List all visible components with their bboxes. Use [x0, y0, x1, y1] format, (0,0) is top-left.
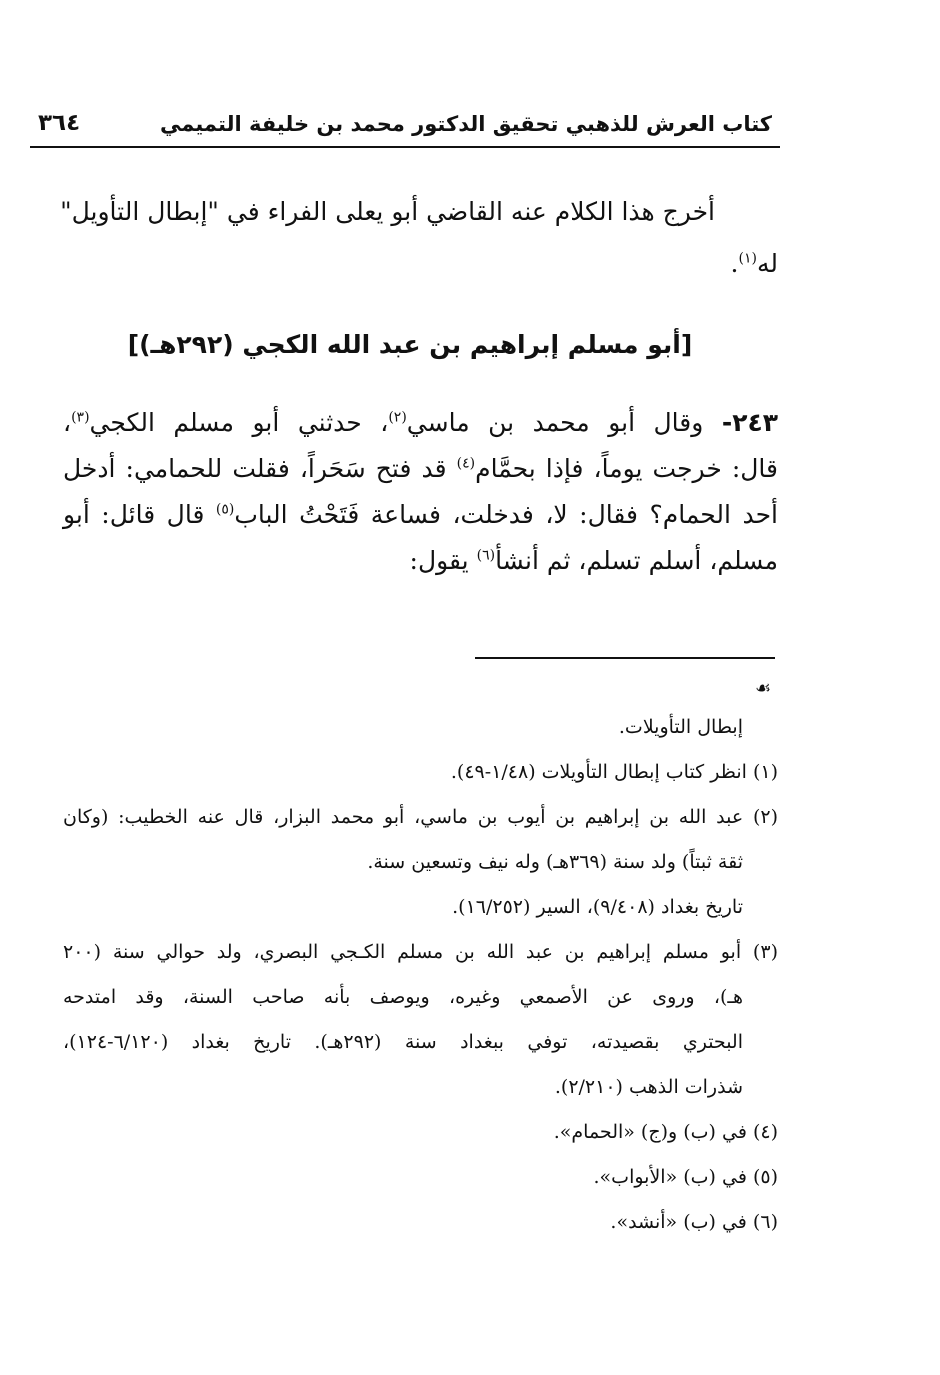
footnote-4: (٤) في (ب) و(ج) «الحمام».	[553, 1121, 778, 1143]
footnote-ref-3: (٣)	[71, 409, 90, 426]
footnote-3-line-2: هـ)، وروى عن الأصمعي وغيره، ويوصف بأنه صاحب السنة، وقد امتدحه	[63, 986, 743, 1008]
narration-line-1: ٢٤٣- وقال أبو محمد بن ماسي$^{(٢)}$، حدثني أبو مسلم الكجي$^{(٣)}$،	[63, 408, 778, 437]
footnote-6: (٦) في (ب) «أنشد».	[610, 1211, 778, 1233]
footnote-1: (١) انظر كتاب إبطال التأويلات (١/٤٨-٤٩).	[450, 761, 778, 783]
intro-line-1: أخرج هذا الكلام عنه القاضي أبو يعلى الفراء في "إبطال التأويل"	[60, 197, 715, 226]
header-rule	[30, 146, 780, 148]
footnote-3-line-3: البحتري بقصيدته، توفي ببغداد سنة (٢٩٢هـ). تاريخ بغداد (٦/١٢٠-١٢٤)،	[63, 1031, 744, 1053]
narration-paragraph	[63, 400, 778, 584]
header-title: كتاب العرش للذهبي تحقيق الدكتور محمد بن خليفة التميمي	[160, 112, 772, 136]
footnote-3-line-4: شذرات الذهب (٢/٢١٠).	[554, 1076, 743, 1098]
continuation-mark-icon: ☙	[755, 678, 772, 699]
narration-line-4: مسلم، أسلم تسلم، ثم أنشأ$^{(٦)}$ يقول:	[409, 546, 778, 575]
page-number: ٣٦٤	[38, 110, 81, 136]
intro-line-2: له$^{(١)}$.	[730, 249, 778, 278]
footnote-carryover: إبطال التأويلات.	[618, 716, 743, 738]
footnotes	[63, 705, 778, 1245]
section-heading: [أبو مسلم إبراهيم بن عبد الله الكجي (٢٩٢هـ)]	[127, 330, 693, 359]
footnote-ref-4: (٤)	[456, 455, 476, 472]
footnote-2-line-2: ثقة ثبتاً) ولد سنة (٣٦٩هـ) وله نيف وتسعين سنة.	[367, 851, 743, 873]
footnote-3-line-1: (٣) أبو مسلم إبراهيم بن عبد الله بن مسلم الكـجي البصري، ولد حوالي سنة (٢٠٠	[63, 941, 778, 963]
footnote-2-line-1: (٢) عبد الله بن إبراهيم بن أيوب بن ماسي، أبو محمد البزار، قال عنه الخطيب: (وكان	[63, 806, 778, 828]
footnote-2-line-3: تاريخ بغداد (٩/٤٠٨)، السير (١٦/٢٥٢).	[452, 896, 743, 918]
footnote-separator	[475, 657, 775, 659]
footnote-ref-2: (٢)	[388, 409, 407, 426]
running-header	[30, 108, 780, 148]
narration-line-2: قال: خرجت يوماً، فإذا بحمَّام$^{(٤)}$ قد فتح سَحَراً، فقلت للحمامي: أدخل	[63, 454, 778, 483]
narration-line-3: أحد الحمام؟ فقال: لا، فدخلت، فساعة فَتَحْتُ الباب$^{(٥)}$ قال قائل: أبو	[63, 500, 778, 529]
footnote-ref-1: (١)	[738, 250, 757, 267]
footnote-ref-6: (٦)	[476, 547, 496, 564]
footnote-ref-5: (٥)	[215, 501, 235, 518]
footnote-5: (٥) في (ب) «الأبواب».	[593, 1166, 778, 1188]
narration-number: ٢٤٣-	[721, 408, 778, 437]
